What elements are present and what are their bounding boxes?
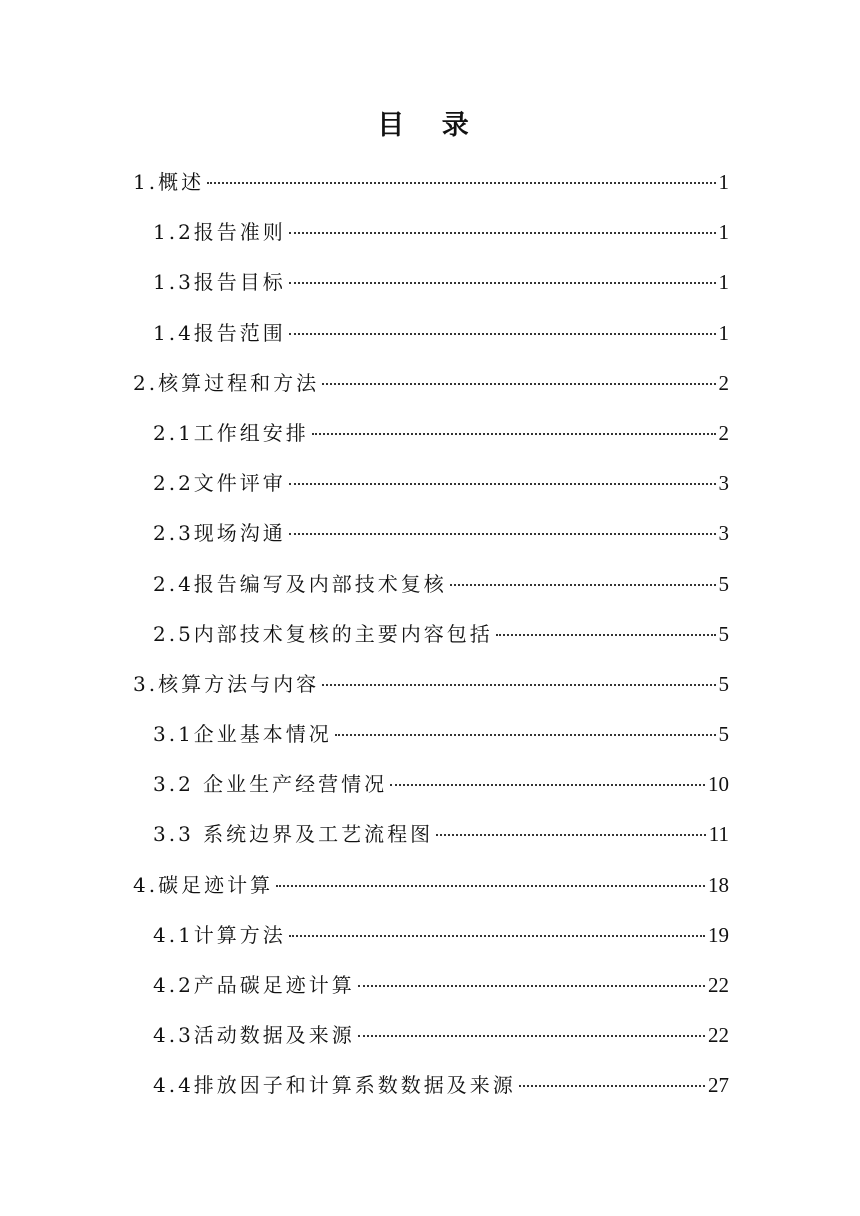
toc-page-number: 27 [708, 1073, 729, 1098]
toc-page-number: 1 [718, 320, 729, 345]
toc-page-number: 1 [718, 270, 729, 295]
toc-dot-leader [276, 885, 705, 887]
toc-page-number: 1 [718, 220, 729, 245]
toc-entry[interactable] [133, 361, 729, 411]
toc-page-number: 2 [718, 420, 729, 445]
toc-entry-label: 4.碳足迹计算 [133, 872, 274, 897]
toc-dot-leader [289, 333, 716, 335]
toc-entry-label: 3.1企业基本情况 [153, 722, 332, 747]
toc-dot-leader [358, 985, 705, 987]
toc-entry[interactable] [133, 963, 729, 1013]
toc-entry[interactable] [133, 762, 729, 812]
toc-page-number: 18 [708, 872, 729, 897]
toc-entry[interactable] [133, 913, 729, 963]
toc-entry[interactable] [133, 260, 729, 310]
toc-entry[interactable] [133, 511, 729, 561]
toc-page-number: 1 [718, 170, 729, 194]
toc-page-number: 5 [718, 571, 729, 596]
toc-page-number: 5 [718, 621, 729, 646]
toc-entry[interactable] [133, 411, 729, 461]
toc-entry-label: 1.3报告目标 [153, 270, 286, 295]
toc-entry-label: 4.4排放因子和计算系数数据及来源 [153, 1073, 516, 1098]
toc-entry[interactable] [133, 612, 729, 662]
toc-dot-leader [496, 634, 716, 636]
toc-dot-leader [289, 282, 716, 284]
toc-entry[interactable] [133, 812, 729, 862]
toc-dot-leader [519, 1085, 705, 1087]
toc-entry-label: 3.核算方法与内容 [133, 671, 320, 696]
toc-entry-label: 2.3现场沟通 [153, 521, 286, 546]
toc-entry-label: 1.4报告范围 [153, 320, 286, 345]
toc-entry-label: 4.1计算方法 [153, 922, 286, 947]
toc-dot-leader [289, 533, 716, 535]
toc-entry-label: 4.3活动数据及来源 [153, 1023, 355, 1048]
toc-dot-leader [207, 182, 715, 184]
toc-entry-label: 2.5内部技术复核的主要内容包括 [153, 621, 493, 646]
toc-page-number: 2 [718, 370, 729, 395]
toc-entry-label: 2.核算过程和方法 [133, 370, 320, 395]
toc-entry[interactable] [133, 1013, 729, 1063]
toc-entry[interactable] [133, 210, 729, 260]
toc-page-number: 5 [718, 671, 729, 696]
toc-entry-label: 4.2产品碳足迹计算 [153, 973, 355, 997]
toc-page-number: 3 [718, 521, 729, 546]
toc-page-number: 5 [718, 722, 729, 747]
toc-dot-leader [450, 584, 716, 586]
toc-entry-label: 3.3 系统边界及工艺流程图 [153, 822, 434, 847]
toc-entry[interactable] [133, 160, 729, 210]
toc-entry-label: 2.4报告编写及内部技术复核 [153, 571, 447, 596]
toc-page-number: 22 [708, 1023, 729, 1048]
toc-dot-leader [436, 834, 706, 836]
toc-entry-label: 2.1工作组安排 [153, 420, 309, 445]
toc-entry[interactable] [133, 1063, 729, 1113]
toc-page-number: 22 [708, 973, 729, 997]
toc-page-number: 19 [708, 922, 729, 947]
toc-page-number: 11 [708, 822, 729, 847]
toc-page-number: 3 [718, 471, 729, 496]
toc-dot-leader [289, 935, 705, 937]
toc-title: 目 录 [377, 110, 483, 141]
table-of-contents [133, 160, 729, 1114]
toc-dot-leader [335, 734, 716, 736]
toc-entry[interactable] [133, 461, 729, 511]
toc-entry-label: 1.2报告准则 [153, 220, 286, 245]
toc-dot-leader [322, 684, 715, 686]
toc-dot-leader [322, 383, 715, 385]
toc-page-number: 10 [708, 772, 729, 797]
toc-entry-label: 3.2 企业生产经营情况 [153, 772, 388, 797]
toc-entry[interactable] [133, 311, 729, 361]
toc-dot-leader [390, 784, 705, 786]
toc-entry[interactable] [133, 662, 729, 712]
toc-dot-leader [312, 433, 716, 435]
toc-dot-leader [289, 232, 716, 234]
toc-entry[interactable] [133, 712, 729, 762]
toc-entry-label: 1.概述 [133, 170, 205, 194]
toc-entry[interactable] [133, 863, 729, 913]
toc-entry[interactable] [133, 562, 729, 612]
toc-dot-leader [358, 1035, 705, 1037]
toc-dot-leader [289, 483, 716, 485]
toc-entry-label: 2.2文件评审 [153, 471, 286, 496]
